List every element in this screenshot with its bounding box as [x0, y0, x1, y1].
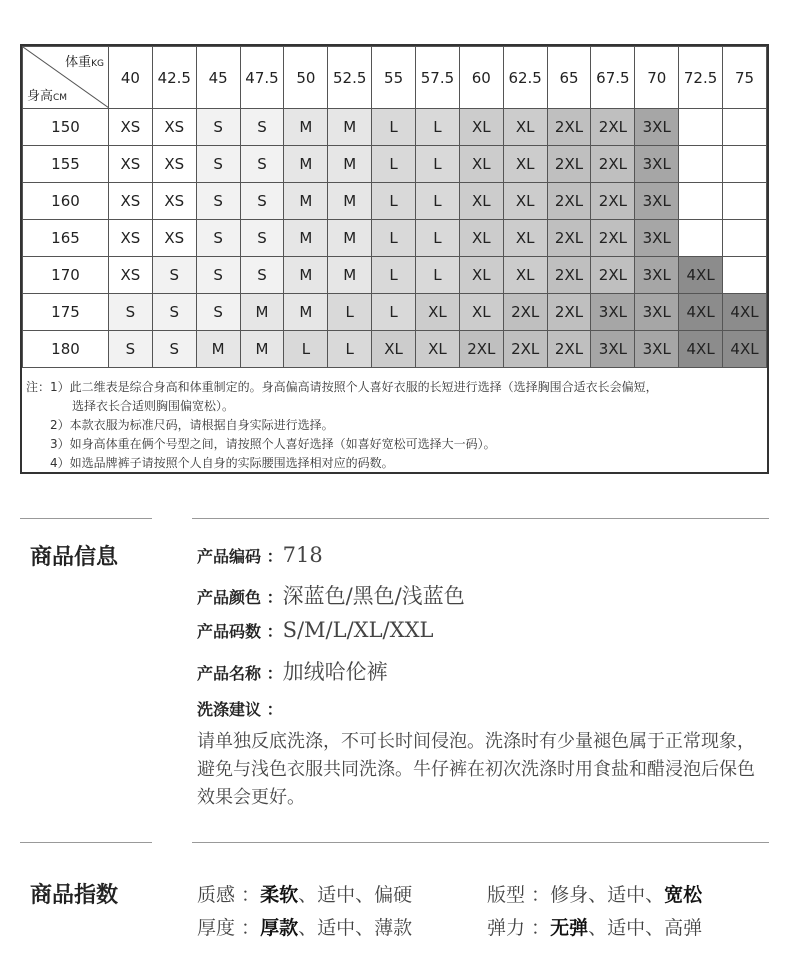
weight-header: 70: [635, 47, 679, 109]
size-cell: M: [328, 146, 372, 183]
size-cell: XL: [503, 146, 547, 183]
size-cell: XL: [372, 331, 416, 368]
size-cell: S: [196, 220, 240, 257]
size-cell: M: [328, 220, 372, 257]
size-cell: XL: [416, 294, 460, 331]
product-size-value: S/M/L/XL/XXL: [282, 618, 434, 642]
product-color-value: 深蓝色/黑色/浅蓝色: [282, 584, 465, 608]
product-size-label: 产品码数: [197, 622, 262, 641]
size-cell: M: [284, 220, 328, 257]
height-axis-label: 身高CM: [27, 89, 68, 104]
size-cell: L: [416, 183, 460, 220]
size-cell: 3XL: [635, 109, 679, 146]
size-cell: 2XL: [547, 331, 591, 368]
size-cell: 3XL: [635, 294, 679, 331]
size-cell: L: [416, 146, 460, 183]
size-cell: 2XL: [591, 257, 635, 294]
size-cell: 3XL: [635, 183, 679, 220]
size-cell: S: [152, 294, 196, 331]
product-code-value: 718: [282, 543, 323, 567]
index-option-selected: 无弹: [550, 917, 589, 939]
product-size-row: 产品码数 ：S/M/L/XL/XXL: [197, 618, 434, 642]
product-code-label: 产品编码: [197, 547, 262, 566]
size-cell: 2XL: [547, 220, 591, 257]
size-cell: 2XL: [591, 220, 635, 257]
size-cell: L: [372, 109, 416, 146]
weight-axis-label: 体重KG: [65, 55, 104, 70]
size-cell: XL: [459, 257, 503, 294]
size-cell: [723, 220, 767, 257]
size-cell: S: [196, 183, 240, 220]
size-cell: L: [372, 220, 416, 257]
size-cell: 2XL: [503, 331, 547, 368]
size-cell: 2XL: [547, 146, 591, 183]
index-texture: 质感 ：柔软、适中、偏硬: [197, 884, 413, 906]
size-cell: XS: [152, 109, 196, 146]
size-cell: L: [328, 294, 372, 331]
weight-header: 65: [547, 47, 591, 109]
size-cell: S: [240, 257, 284, 294]
index-option-selected: 厚款: [260, 917, 299, 939]
size-cell: XL: [503, 220, 547, 257]
size-notes: [22, 372, 767, 473]
size-cell: XS: [152, 220, 196, 257]
size-cell: M: [240, 331, 284, 368]
index-option: 适中: [317, 884, 356, 906]
size-chart: [20, 44, 769, 474]
size-cell: M: [240, 294, 284, 331]
size-cell: 3XL: [635, 146, 679, 183]
weight-header: 42.5: [152, 47, 196, 109]
weight-header: 75: [723, 47, 767, 109]
size-cell: XL: [459, 146, 503, 183]
product-name-row: 产品名称 ：加绒哈伦裤: [197, 660, 388, 684]
index-option: 偏硬: [374, 884, 413, 906]
table-corner-header: [23, 47, 109, 109]
index-option: 修身: [550, 884, 589, 906]
wash-advice-text: 请单独反底洗涤，不可长时间侵泡。洗涤时有少量褪色属于正常现象，避免与浅色衣服共同洗涤。牛仔裤在初次洗涤时用食盐和醋浸泡后保色效果会更好。: [197, 731, 755, 808]
size-cell: 4XL: [679, 294, 723, 331]
wash-advice-label: 洗涤建议: [197, 700, 262, 719]
table-row: [23, 109, 767, 146]
size-cell: [723, 257, 767, 294]
weight-header: 62.5: [503, 47, 547, 109]
size-cell: [679, 146, 723, 183]
size-cell: XL: [503, 109, 547, 146]
size-cell: XS: [109, 146, 153, 183]
size-cell: [723, 146, 767, 183]
product-code-row: 产品编码 ：718: [197, 543, 323, 567]
size-cell: M: [196, 331, 240, 368]
size-cell: M: [328, 109, 372, 146]
size-cell: S: [240, 220, 284, 257]
size-cell: 2XL: [459, 331, 503, 368]
table-row: [23, 220, 767, 257]
weight-header: 57.5: [416, 47, 460, 109]
size-cell: 4XL: [723, 294, 767, 331]
size-cell: M: [284, 109, 328, 146]
size-cell: XS: [109, 183, 153, 220]
size-cell: XL: [416, 331, 460, 368]
size-cell: S: [196, 257, 240, 294]
table-row: [23, 146, 767, 183]
size-cell: 3XL: [635, 257, 679, 294]
size-cell: XL: [459, 294, 503, 331]
size-cell: XL: [459, 109, 503, 146]
size-cell: [723, 109, 767, 146]
product-name-label: 产品名称: [197, 664, 262, 683]
size-cell: 2XL: [547, 183, 591, 220]
size-cell: 4XL: [723, 331, 767, 368]
table-row: [23, 294, 767, 331]
weight-header: 72.5: [679, 47, 723, 109]
size-cell: M: [328, 257, 372, 294]
note-line: 选择衣长合适则胸围偏宽松）。: [72, 399, 235, 413]
index-label: 弹力: [487, 917, 526, 939]
size-cell: S: [196, 146, 240, 183]
size-cell: XS: [109, 109, 153, 146]
table-row: [23, 257, 767, 294]
size-cell: 2XL: [591, 109, 635, 146]
size-cell: 4XL: [679, 331, 723, 368]
weight-header: 52.5: [328, 47, 372, 109]
index-option-selected: 宽松: [664, 884, 703, 906]
size-cell: L: [284, 331, 328, 368]
size-cell: L: [416, 109, 460, 146]
weight-header: 60: [459, 47, 503, 109]
index-label: 质感: [197, 884, 236, 906]
size-cell: [679, 183, 723, 220]
size-cell: M: [284, 294, 328, 331]
size-cell: [679, 220, 723, 257]
index-option-selected: 柔软: [260, 884, 299, 906]
note-line: 2）本款衣服为标准尺码，请根据自身实际进行选择。: [50, 418, 334, 432]
table-row: [23, 183, 767, 220]
size-cell: [723, 183, 767, 220]
note-line: 注：1）此二维表是综合身高和体重制定的。身高偏高请按照个人喜好衣服的长短进行选择（选择胸围合适衣长会偏短，: [26, 380, 658, 394]
size-cell: XS: [152, 183, 196, 220]
size-cell: 3XL: [591, 294, 635, 331]
divider: [20, 842, 152, 843]
divider: [20, 518, 152, 519]
size-cell: S: [109, 294, 153, 331]
weight-header: 67.5: [591, 47, 635, 109]
product-name-value: 加绒哈伦裤: [282, 660, 388, 684]
size-cell: 2XL: [591, 146, 635, 183]
size-cell: S: [240, 183, 284, 220]
size-cell: L: [416, 220, 460, 257]
size-cell: 3XL: [635, 220, 679, 257]
index-elasticity: 弹力 ：无弹、适中、高弹: [487, 917, 703, 939]
size-cell: M: [284, 183, 328, 220]
table-row: [23, 331, 767, 368]
height-header: 170: [23, 257, 109, 294]
size-cell: 2XL: [547, 294, 591, 331]
size-cell: S: [152, 257, 196, 294]
size-cell: XL: [503, 257, 547, 294]
index-option: 薄款: [374, 917, 413, 939]
height-header: 150: [23, 109, 109, 146]
size-cell: XL: [459, 183, 503, 220]
size-cell: S: [240, 146, 284, 183]
size-cell: 3XL: [591, 331, 635, 368]
index-option: 适中: [607, 884, 646, 906]
wash-advice-row: 洗涤建议 ：: [197, 700, 283, 719]
size-cell: XS: [109, 257, 153, 294]
height-header: 155: [23, 146, 109, 183]
weight-header: 50: [284, 47, 328, 109]
weight-header: 55: [372, 47, 416, 109]
index-label: 厚度: [197, 917, 236, 939]
weight-header: 47.5: [240, 47, 284, 109]
size-cell: 4XL: [679, 257, 723, 294]
size-cell: S: [196, 294, 240, 331]
size-cell: 2XL: [547, 257, 591, 294]
size-cell: M: [328, 183, 372, 220]
index-option: 高弹: [664, 917, 703, 939]
size-cell: XL: [503, 183, 547, 220]
divider: [192, 518, 769, 519]
index-option: 适中: [317, 917, 356, 939]
index-fit: 版型 ：修身、适中、宽松: [487, 884, 703, 906]
size-cell: L: [416, 257, 460, 294]
size-cell: XL: [459, 220, 503, 257]
size-cell: 3XL: [635, 331, 679, 368]
index-thickness: 厚度 ：厚款、适中、薄款: [197, 917, 413, 939]
weight-header: 45: [196, 47, 240, 109]
index-label: 版型: [487, 884, 526, 906]
size-cell: XS: [109, 220, 153, 257]
size-cell: M: [284, 146, 328, 183]
size-cell: M: [284, 257, 328, 294]
note-line: 3）如身高体重在俩个号型之间，请按照个人喜好选择（如喜好宽松可选择大一码）。: [50, 437, 496, 451]
size-cell: S: [109, 331, 153, 368]
height-header: 175: [23, 294, 109, 331]
size-cell: S: [240, 109, 284, 146]
product-color-row: 产品颜色 ：深蓝色/黑色/浅蓝色: [197, 584, 465, 608]
size-cell: L: [372, 183, 416, 220]
section-title-product-info: 商品信息: [30, 545, 119, 570]
size-cell: L: [372, 146, 416, 183]
size-table: [22, 46, 767, 368]
note-line: 4）如选品牌裤子请按照个人自身的实际腰围选择相对应的码数。: [50, 456, 394, 470]
height-header: 180: [23, 331, 109, 368]
size-cell: [679, 109, 723, 146]
section-title-product-index: 商品指数: [30, 883, 119, 908]
size-cell: S: [152, 331, 196, 368]
height-header: 165: [23, 220, 109, 257]
weight-header: 40: [109, 47, 153, 109]
divider: [192, 842, 769, 843]
size-cell: L: [372, 294, 416, 331]
size-cell: 2XL: [591, 183, 635, 220]
size-cell: XS: [152, 146, 196, 183]
index-option: 适中: [607, 917, 646, 939]
product-color-label: 产品颜色: [197, 588, 262, 607]
size-cell: L: [328, 331, 372, 368]
size-cell: 2XL: [503, 294, 547, 331]
size-cell: L: [372, 257, 416, 294]
size-cell: 2XL: [547, 109, 591, 146]
size-cell: S: [196, 109, 240, 146]
height-header: 160: [23, 183, 109, 220]
